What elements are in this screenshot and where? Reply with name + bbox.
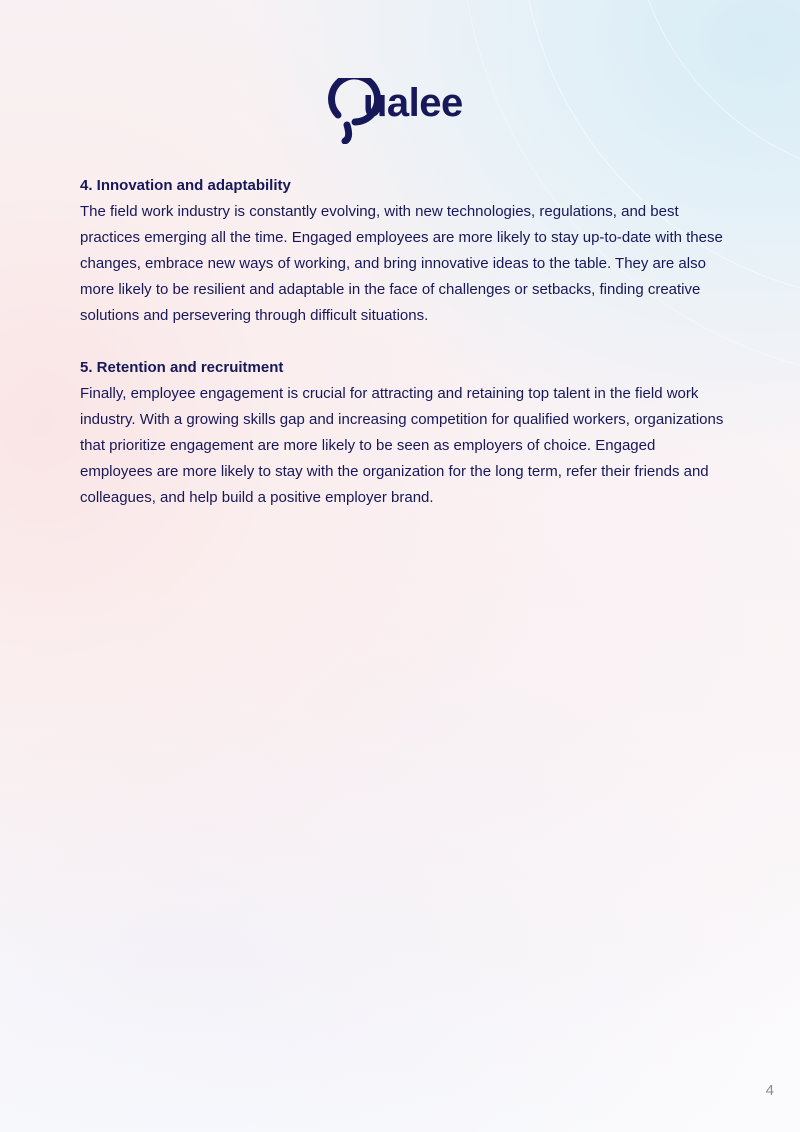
qualee-logo-mark [311,78,491,144]
section-innovation [80,173,730,329]
page-number: 4 [765,1082,774,1099]
section-paragraph: Finally, employee engagement is crucial for attracting and retaining top talent in the field work industry. With a growing skills gap and increasing competition for qualified workers, organizations that prioritize engagement are more likely to be seen as employers of choice. Engaged employees are more likely to stay with the organization for the long term, refer their friends and colleagues, and help build a positive employer brand. [80,385,724,506]
section-heading: 5. Retention and recruitment [80,359,284,376]
section-paragraph: The field work industry is constantly evolving, with new technologies, regulations, and best practices emerging all the time. Engaged employees are more likely to stay up-to-date with these changes, embrace new ways of working, and bring innovative ideas to the table. They are also more likely to be resilient and adaptable in the face of challenges or setbacks, finding creative solutions and persevering through difficult situations. [80,203,723,324]
section-heading: 4. Innovation and adaptability [80,177,291,194]
document-body [80,173,730,537]
decorative-arc [630,0,800,182]
qualee-logo [311,78,491,144]
svg-text:ualee: ualee [363,81,463,125]
section-retention [80,355,730,511]
